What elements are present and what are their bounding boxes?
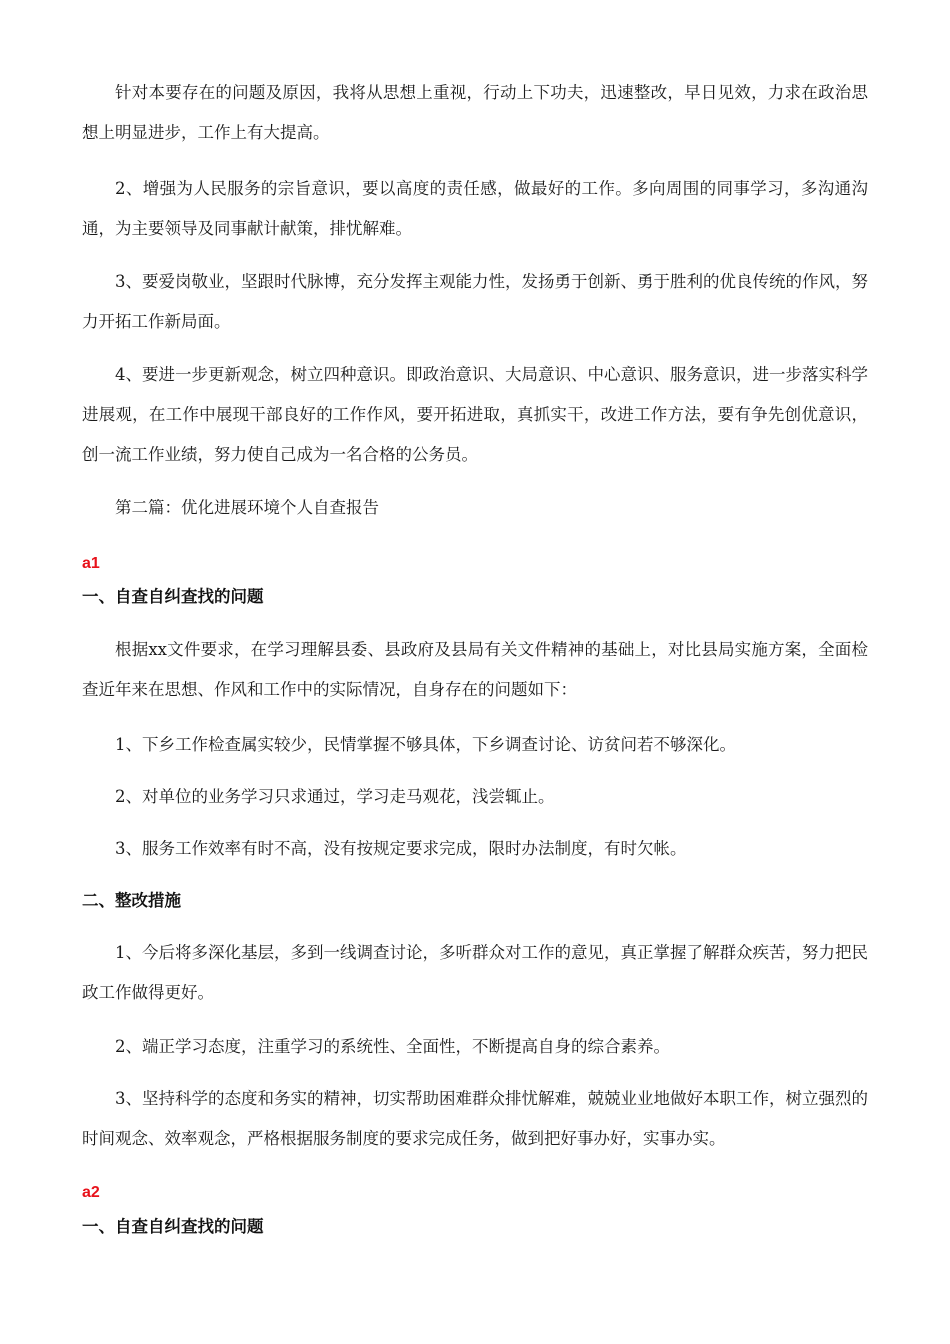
paragraph-problems-intro: 根据xx文件要求，在学习理解县委、县政府及县局有关文件精神的基础上，对比县局实施方案，全面检查近年来在思想、作风和工作中的实际情况，自身存在的问题如下： [82, 640, 868, 699]
paragraph-problem-1: 1、下乡工作检查属实较少，民情掌握不够具体，下乡调查讨论、访贫问若不够深化。 [115, 735, 736, 754]
paragraph-point-3: 3、要爱岗敬业，坚跟时代脉博，充分发挥主观能力性，发扬勇于创新、勇于胜利的优良传统的作风，努力开拓工作新局面。 [82, 272, 868, 331]
paragraph-problem-3: 3、服务工作效率有时不高，没有按规定要求完成，限时办法制度，有时欠帐。 [115, 839, 687, 858]
paragraph-point-4: 4、要进一步更新观念，树立四种意识。即政治意识、大局意识、中心意识、服务意识，进一步落实科学进展观，在工作中展现干部良好的工作作风，要开拓进取，真抓实干，改进工作方法，要有争先创优意识，创一流工作业绩，努力使自己成为一名合格的公务员。 [82, 365, 868, 464]
section-marker-a2: a2 [82, 1184, 100, 1201]
paragraph-rectification-intro: 针对本要存在的问题及原因，我将从思想上重视，行动上下功夫，迅速整改，早日见效，力求在政治思想上明显进步，工作上有大提高。 [82, 83, 868, 142]
heading-self-check-problems: 一、自查自纠查找的问题 [82, 587, 264, 606]
paragraph-problem-2: 2、对单位的业务学习只求通过，学习走马观花，浅尝辄止。 [115, 787, 555, 806]
heading-rectification-measures: 二、整改措施 [82, 891, 181, 910]
heading-self-check-problems-a2: 一、自查自纠查找的问题 [82, 1217, 264, 1236]
paragraph-measure-2: 2、端正学习态度，注重学习的系统性、全面性，不断提高自身的综合素养。 [115, 1037, 670, 1056]
section-marker-a1: a1 [82, 555, 100, 572]
paragraph-point-2: 2、增强为人民服务的宗旨意识，要以高度的责任感，做最好的工作。多向周围的同事学习，多沟通沟通，为主要领导及同事献计献策，排忧解难。 [82, 179, 868, 238]
paragraph-measure-1: 1、今后将多深化基层，多到一线调查讨论，多听群众对工作的意见，真正掌握了解群众疾苦，努力把民政工作做得更好。 [82, 943, 868, 1002]
paragraph-second-article-title: 第二篇：优化进展环境个人自查报告 [115, 498, 379, 517]
paragraph-measure-3: 3、坚持科学的态度和务实的精神，切实帮助困难群众排忧解难，兢兢业业地做好本职工作，树立强烈的时间观念、效率观念，严格根据服务制度的要求完成任务，做到把好事办好，实事办实。 [82, 1089, 868, 1148]
